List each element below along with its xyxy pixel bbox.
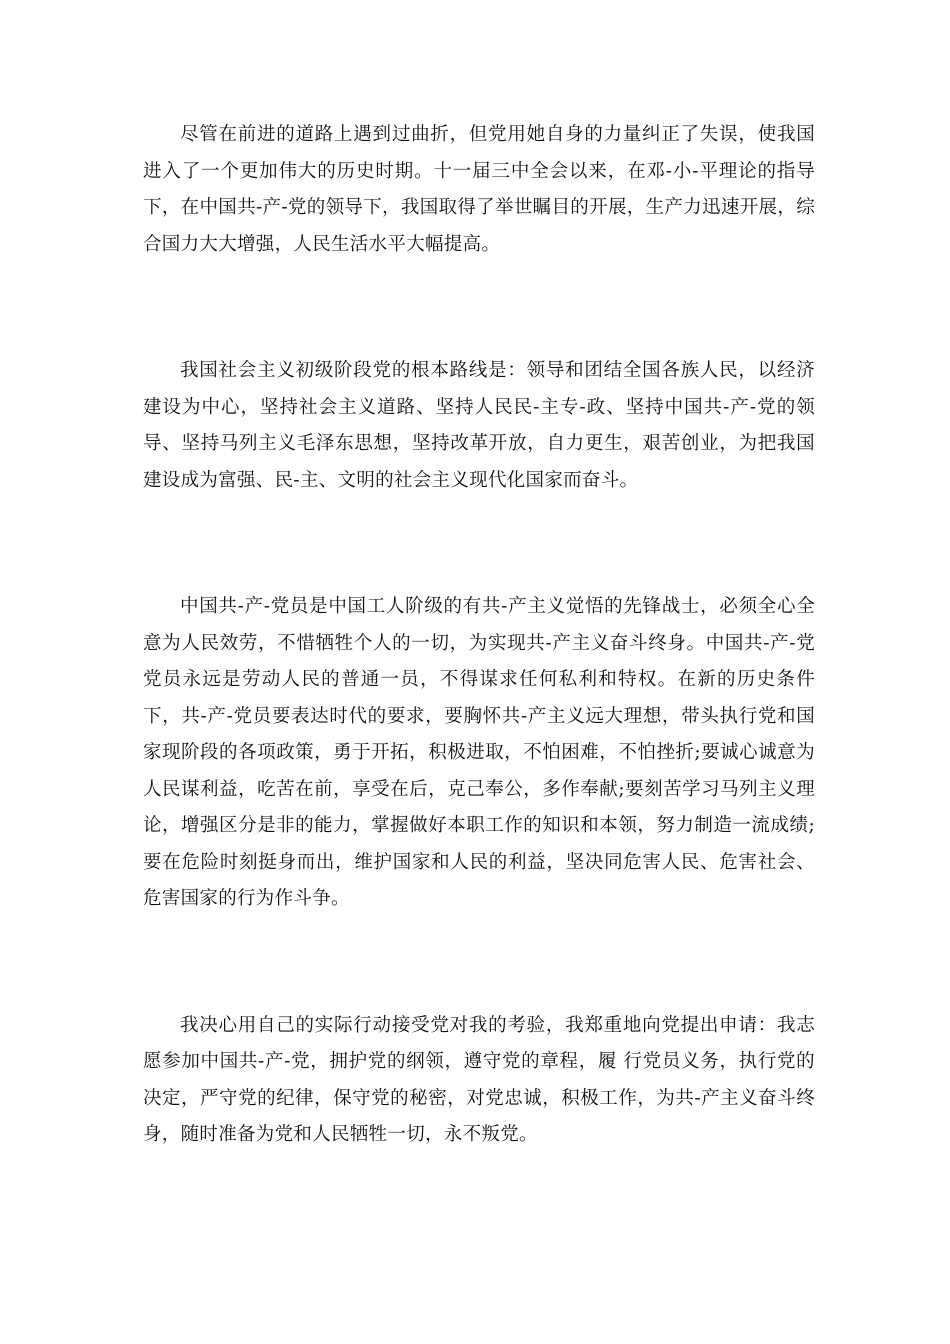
- paragraph-gap: [143, 499, 815, 589]
- paragraph-3: 中国共-产-党员是中国工人阶级的有共-产主义觉悟的先锋战士，必须全心全意为人民效劳，不惜牺牲个人的一切，为实现共-产主义奋斗终身。中国共-产-党党员永远是劳动人民的普通一员，不得谋求任何私利和特权。在新的历史条件下，共-产-党员要表达时代的要求，要胸怀共-产主义远大理想，带头执行党和国家现阶段的各项政策，勇于开拓，积极进取，不怕困难，不怕挫折;要诚心诚意为人民谋利益，吃苦在前，享受在后，克己奉公，多作奉献;要刻苦学习马列主义理论，增强区分是非的能力，掌握做好本职工作的知识和本领，努力制造一流成绩;要在危险时刻挺身而出，维护国家和人民的利益，坚决同危害人民、危害社会、危害国家的行为作斗争。: [143, 596, 815, 909]
- paragraph-4: 我决心用自己的实际行动接受党对我的考验，我郑重地向党提出申请：我志愿参加中国共-产-党，拥护党的纲领，遵守党的章程，履 行党员义务，执行党的决定，严守党的纪律，保守党的秘密，对党忠诚，积极工作，为共-产主义奋斗终身，随时准备为党和人民牺牲一切，永不叛党。: [143, 1014, 815, 1145]
- paragraph-1: 尽管在前进的道路上遇到过曲折，但党用她自身的力量纠正了失误，使我国进入了一个更加伟大的历史时期。十一届三中全会以来，在邓-小-平理论的指导下，在中国共-产-党的领导下，我国取得了举世瞩目的开展，生产力迅速开展，综合国力大大增强，人民生活水平大幅提高。: [143, 124, 815, 255]
- paragraph-gap: [143, 263, 815, 353]
- paragraph-gap: [143, 918, 815, 1008]
- document-body: [143, 117, 815, 1154]
- paragraph-2: 我国社会主义初级阶段党的根本路线是：领导和团结全国各族人民，以经济建设为中心，坚持社会主义道路、坚持人民民-主专-政、坚持中国共-产-党的领导、坚持马列主义毛泽东思想，坚持改革开放，自力更生，艰苦创业，为把我国建设成为富强、民-主、文明的社会主义现代化国家而奋斗。: [143, 360, 815, 491]
